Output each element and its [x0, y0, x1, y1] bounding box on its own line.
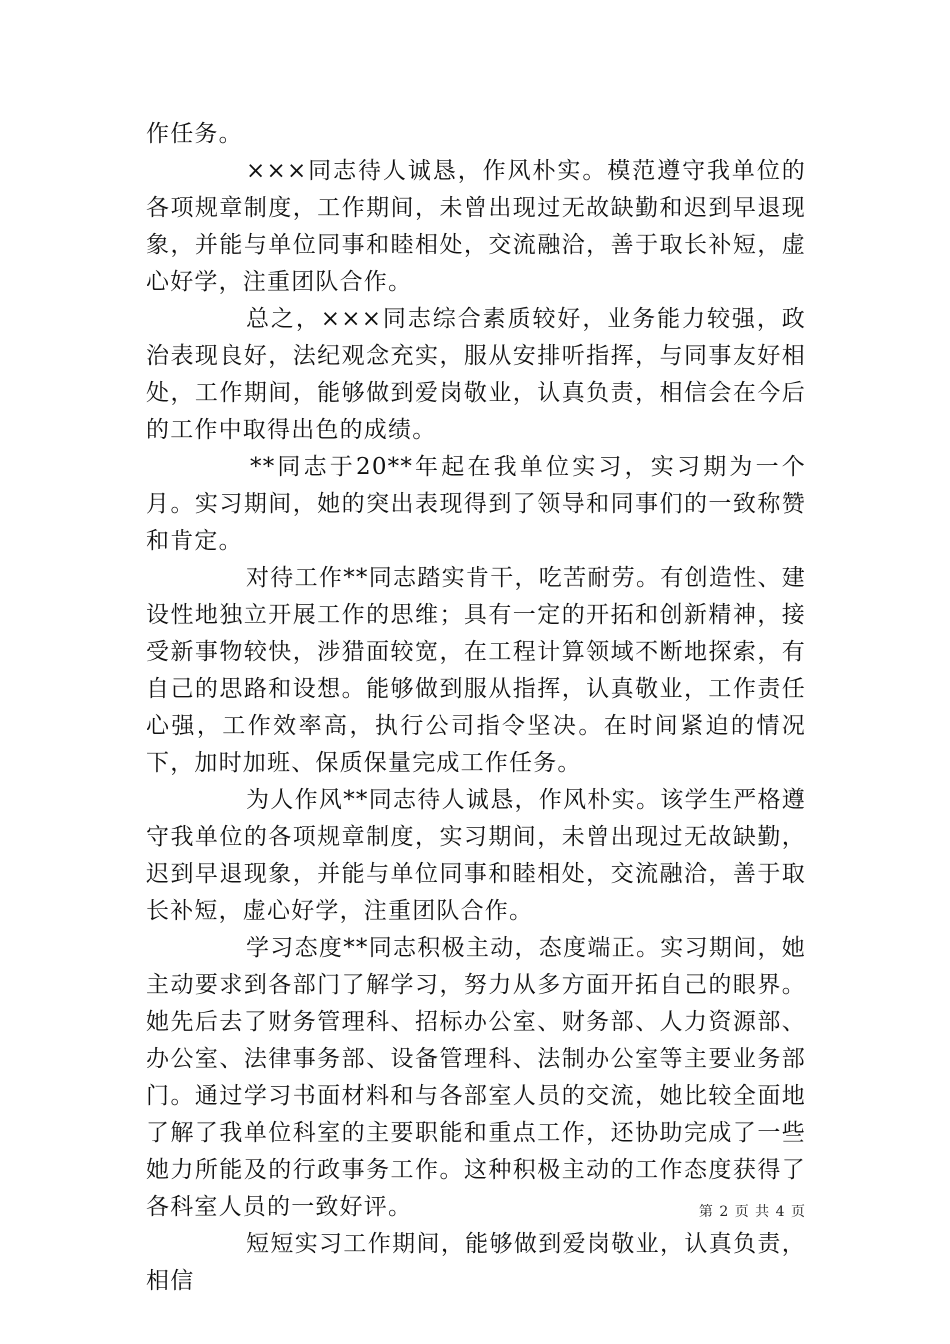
paragraph-conclusion: 短短实习工作期间，能够做到爱岗敬业，认真负责，相信: [146, 1231, 806, 1294]
paragraph-character: ×××同志待人诚恳，作风朴实。模范遵守我单位的各项规章制度，工作期间，未曾出现过无故缺勤和迟到早退现象，并能与单位同事和睦相处，交流融洽，善于取长补短，虚心好学，注重团队合作。: [146, 158, 806, 295]
document-body: [146, 116, 806, 1300]
paragraph-work-attitude: 对待工作**同志踏实肯干，吃苦耐劳。有创造性、建设性地独立开展工作的思维；具有一定的开拓和创新精神，接受新事物较快，涉猎面较宽，在工程计算领域不断地探索，有自己的思路和设想。能够做到服从指挥，认真敬业，工作责任心强，工作效率高，执行公司指令坚决。在时间紧迫的情况下，加时加班、保质保量完成工作任务。: [146, 565, 806, 776]
paragraph-summary: 总之，×××同志综合素质较好，业务能力较强，政治表现良好，法纪观念充实，服从安排听指挥，与同事友好相处，工作期间，能够做到爱岗敬业，认真负责，相信会在今后的工作中取得出色的成绩。: [146, 306, 806, 443]
paragraph-personal-style: 为人作风**同志待人诚恳，作风朴实。该学生严格遵守我单位的各项规章制度，实习期间，未曾出现过无故缺勤，迟到早退现象，并能与单位同事和睦相处，交流融洽，善于取长补短，虚心好学，注重团队合作。: [146, 787, 806, 924]
page-number-footer: 第 2 页 共 4 页: [698, 1204, 806, 1220]
paragraph-internship-intro: **同志于20**年起在我单位实习，实习期为一个月。实习期间，她的突出表现得到了领导和同事们的一致称赞和肯定。: [146, 454, 806, 554]
paragraph-learning-attitude: 学习态度**同志积极主动，态度端正。实习期间，她主动要求到各部门了解学习，努力从多方面开拓自己的眼界。她先后去了财务管理科、招标办公室、财务部、人力资源部、办公室、法律事务部、设备管理科、法制办公室等主要业务部门。通过学习书面材料和与各部室人员的交流，她比较全面地了解了我单位科室的主要职能和重点工作，还协助完成了一些她力所能及的行政事务工作。这种积极主动的工作态度获得了各科室人员的一致好评。: [146, 935, 806, 1220]
paragraph-continuation: 作任务。: [146, 121, 243, 147]
